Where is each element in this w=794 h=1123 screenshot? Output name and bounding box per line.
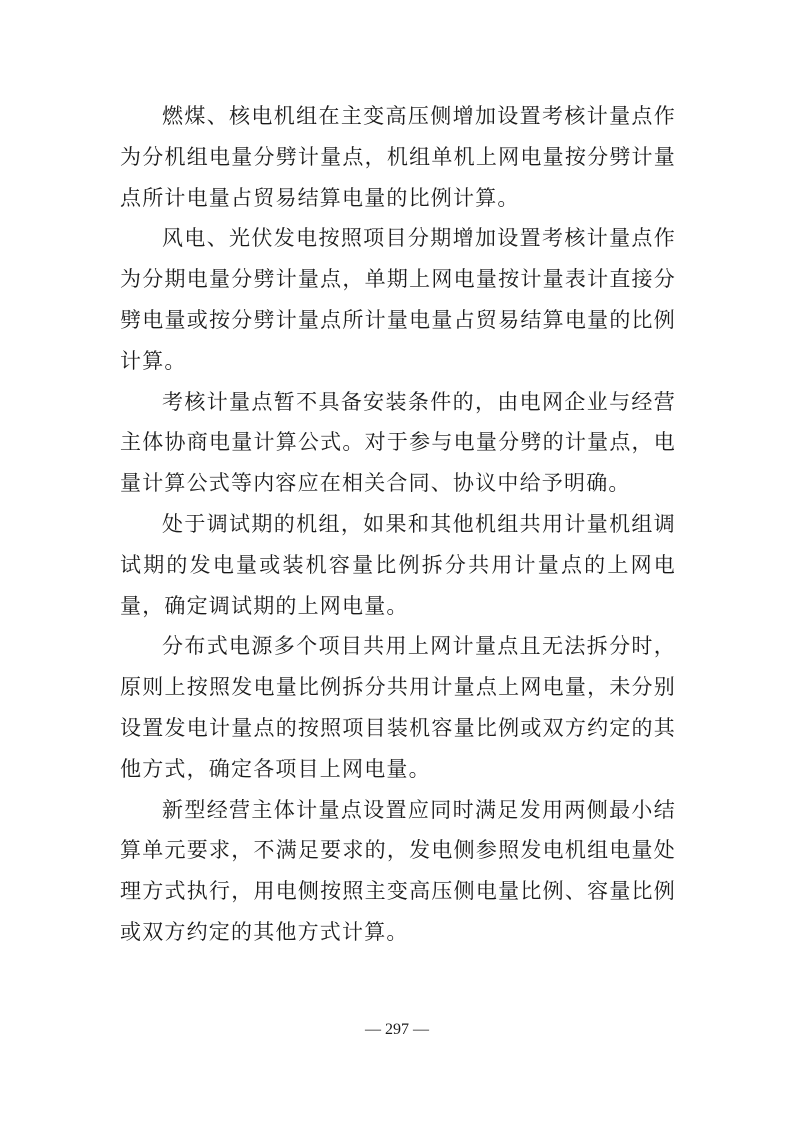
paragraph-new-market-entities: 新型经营主体计量点设置应同时满足发用两侧最小结算单元要求，不满足要求的，发电侧参照发电机组电量处理方式执行，用电侧按照主变高压侧电量比例、容量比例或双方约定的其他方式计算。 — [120, 797, 676, 944]
paragraph-wind-solar-metering: 风电、光伏发电按照项目分期增加设置考核计量点作为分期电量分劈计量点，单期上网电量按计量表计直接分劈电量或按分劈计量点所计量电量占贸易结算电量的比例计算。 — [120, 226, 676, 373]
document-body — [120, 96, 676, 953]
paragraph-commissioning-units: 处于调试期的机组，如果和其他机组共用计量机组调试期的发电量或装机容量比例拆分共用计量点的上网电量，确定调试期的上网电量。 — [120, 511, 676, 618]
page-number: — 297 — — [365, 1021, 429, 1038]
paragraph-coal-nuclear-metering: 燃煤、核电机组在主变高压侧增加设置考核计量点作为分机组电量分劈计量点，机组单机上网电量按分劈计量点所计电量占贸易结算电量的比例计算。 — [120, 104, 676, 210]
paragraph-assessment-point-conditions: 考核计量点暂不具备安装条件的，由电网企业与经营主体协商电量计算公式。对于参与电量分劈的计量点，电量计算公式等内容应在相关合同、协议中给予明确。 — [120, 389, 676, 496]
paragraph-distributed-generation: 分布式电源多个项目共用上网计量点且无法拆分时，原则上按照发电量比例拆分共用计量点上网电量，未分别设置发电计量点的按照项目装机容量比例或双方约定的其他方式，确定各项目上网电量。 — [120, 634, 676, 781]
